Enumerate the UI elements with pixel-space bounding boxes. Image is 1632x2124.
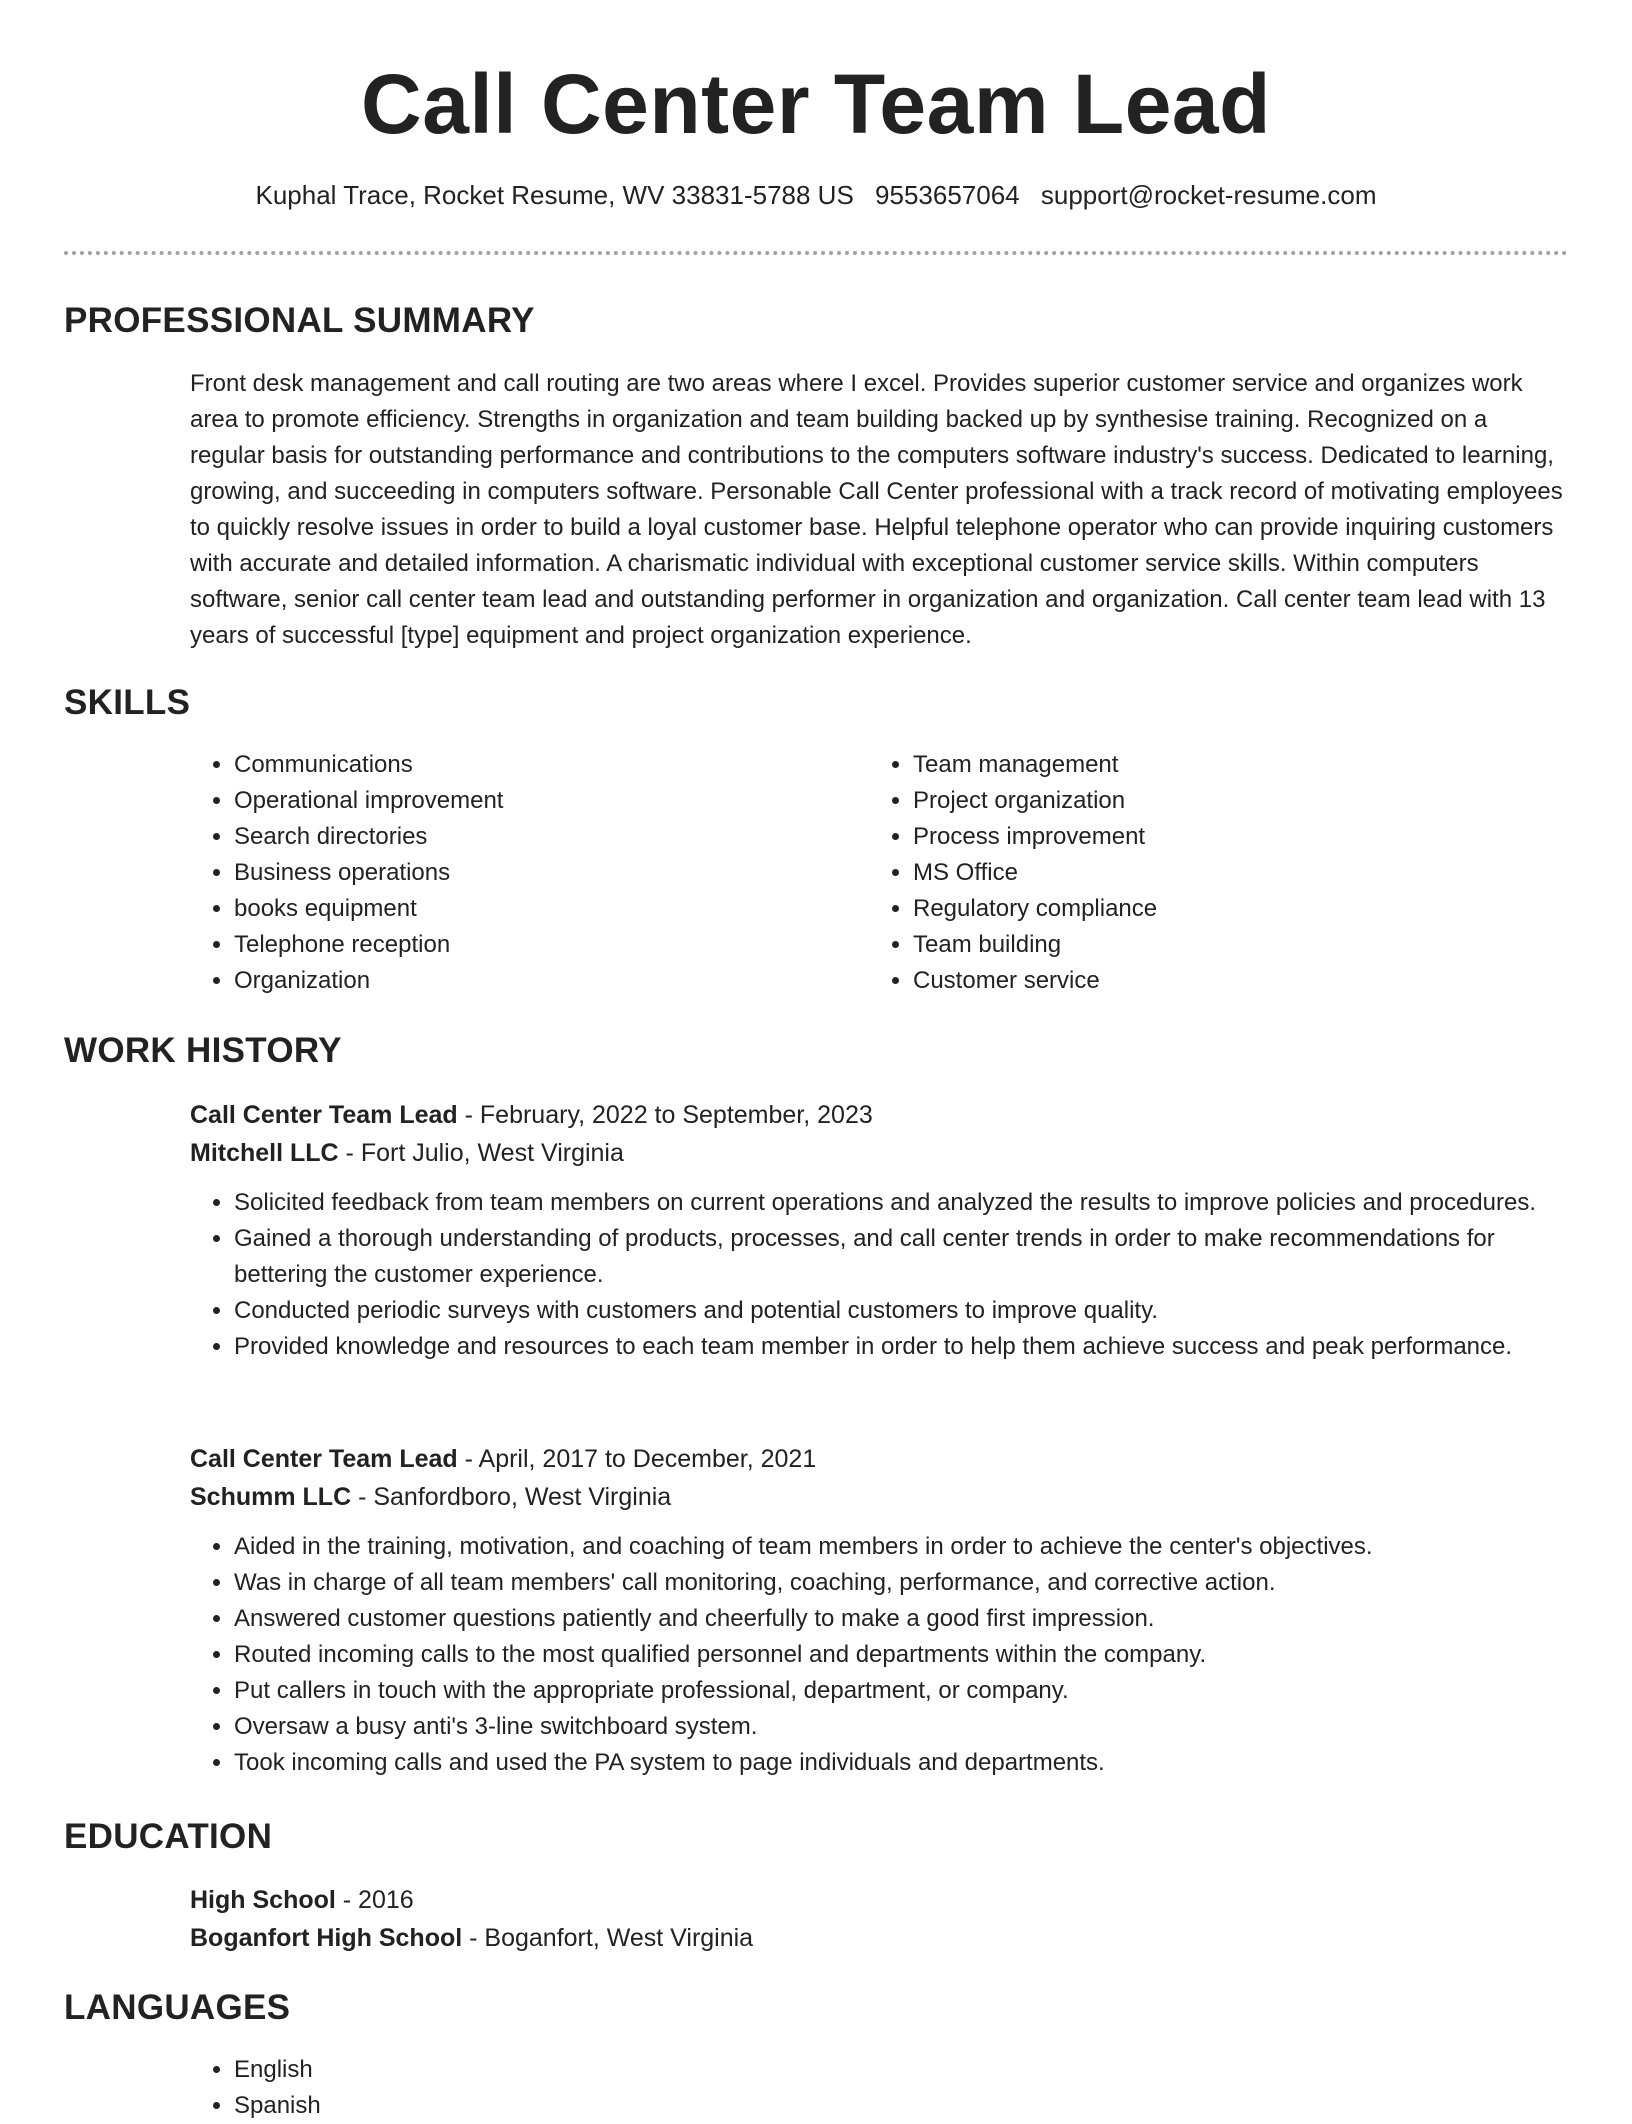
summary-block — [190, 366, 1568, 654]
job-title: Call Center Team Lead — [190, 1445, 458, 1473]
resume-name: Call Center Team Lead — [361, 57, 1271, 151]
skill-item: • Regulatory compliance — [913, 891, 1469, 927]
skills-list-right — [869, 747, 1469, 999]
skills-column-left — [190, 747, 790, 999]
job-bullet: • Routed incoming calls to the most qualified personnel and departments within the company. — [234, 1637, 1568, 1673]
skill-item: • MS Office — [913, 855, 1469, 891]
section-title-work-history: WORK HISTORY — [64, 1031, 342, 1070]
education-school-line — [190, 1919, 1568, 1957]
job-company-line — [190, 1478, 1568, 1516]
job-title-line — [190, 1096, 1568, 1134]
skill-item: • Search directories — [234, 819, 790, 855]
job-bullets — [190, 1185, 1568, 1365]
job-bullet: • Gained a thorough understanding of products, processes, and call center trends in order to make recommendations for bettering the customer experience. — [234, 1221, 1568, 1293]
job-bullet: • Put callers in touch with the appropriate professional, department, or company. — [234, 1673, 1568, 1709]
contact-phone: 9553657064 — [875, 180, 1020, 210]
education-school: Boganfort High School — [190, 1924, 463, 1952]
language-item: • Spanish — [234, 2088, 1568, 2124]
contact-address: Kuphal Trace, Rocket Resume, WV 33831-5788 US — [255, 180, 854, 210]
skill-item: • Communications — [234, 747, 790, 783]
education-degree-line — [190, 1881, 1568, 1919]
job-bullet: • Answered customer questions patiently and cheerfully to make a good first impression. — [234, 1601, 1568, 1637]
section-title-skills: SKILLS — [64, 683, 191, 722]
header-divider — [64, 251, 1568, 255]
job-bullet: • Solicited feedback from team members on current operations and analyzed the results to improve policies and procedures. — [234, 1185, 1568, 1221]
job-company: Mitchell LLC — [190, 1139, 339, 1167]
job-company: Schumm LLC — [190, 1483, 352, 1511]
contact-line — [64, 178, 1568, 212]
skill-item: • Business operations — [234, 855, 790, 891]
job-bullet: • Took incoming calls and used the PA system to page individuals and departments. — [234, 1745, 1568, 1781]
job-bullet: • Provided knowledge and resources to each team member in order to help them achieve success and peak performance. — [234, 1329, 1568, 1365]
education-entry — [190, 1881, 1568, 1957]
job-bullet: • Oversaw a busy anti's 3-line switchboard system. — [234, 1709, 1568, 1745]
section-title-languages: LANGUAGES — [64, 1988, 291, 2027]
skill-item: • Process improvement — [913, 819, 1469, 855]
languages-list — [190, 2052, 1568, 2124]
job-company-line — [190, 1134, 1568, 1172]
summary-text: Front desk management and call routing are two areas where I excel. Provides superior customer service and organizes work area to promote efficiency. Strengths in organization and team building backed up by synthesise training. Recognized on a regular basis for outstanding performance and contributions to the computers software industry's success. Dedicated to learning, growing, and succeeding in computers software. Personable Call Center professional with a track record of motivating employees to quickly resolve issues in order to build a loyal customer base. Helpful telephone operator who can provide inquiring customers with accurate and detailed information. A charismatic individual with exceptional customer service skills. Within computers software, senior call center team lead and outstanding performer in organization and organization. Call center team lead with 13 years of successful [type] equipment and project organization experience. — [190, 370, 1563, 649]
job-bullet: • Conducted periodic surveys with customers and potential customers to improve quality. — [234, 1293, 1568, 1329]
skill-item: • Customer service — [913, 963, 1469, 999]
job-bullets — [190, 1529, 1568, 1781]
skill-item: • Operational improvement — [234, 783, 790, 819]
language-item: • English — [234, 2052, 1568, 2088]
job-bullet: • Was in charge of all team members' call monitoring, coaching, performance, and corrective action. — [234, 1565, 1568, 1601]
skill-item: • books equipment — [234, 891, 790, 927]
job-location: - Fort Julio, West Virginia — [338, 1139, 624, 1167]
skill-item: • Team management — [913, 747, 1469, 783]
skills-list-left — [190, 747, 790, 999]
resume-page — [64, 0, 1568, 2119]
job-entry — [190, 1096, 1568, 1365]
job-title-line — [190, 1440, 1568, 1478]
job-entry — [190, 1440, 1568, 1781]
job-dates: - April, 2017 to December, 2021 — [457, 1445, 817, 1473]
education-location: - Boganfort, West Virginia — [462, 1924, 754, 1952]
skill-item: • Project organization — [913, 783, 1469, 819]
skills-column-right — [869, 747, 1469, 999]
job-bullet: • Aided in the training, motivation, and coaching of team members in order to achieve the center's objectives. — [234, 1529, 1568, 1565]
job-location: - Sanfordboro, West Virginia — [351, 1483, 672, 1511]
job-title: Call Center Team Lead — [190, 1101, 458, 1129]
education-degree: High School — [190, 1886, 336, 1914]
languages-block — [190, 2052, 1568, 2124]
section-title-education: EDUCATION — [64, 1817, 273, 1856]
skill-item: • Team building — [913, 927, 1469, 963]
contact-email: support@rocket-resume.com — [1040, 180, 1377, 210]
skill-item: • Telephone reception — [234, 927, 790, 963]
education-year: - 2016 — [335, 1886, 414, 1914]
section-title-summary: PROFESSIONAL SUMMARY — [64, 301, 535, 340]
job-dates: - February, 2022 to September, 2023 — [457, 1101, 873, 1129]
skill-item: • Organization — [234, 963, 790, 999]
